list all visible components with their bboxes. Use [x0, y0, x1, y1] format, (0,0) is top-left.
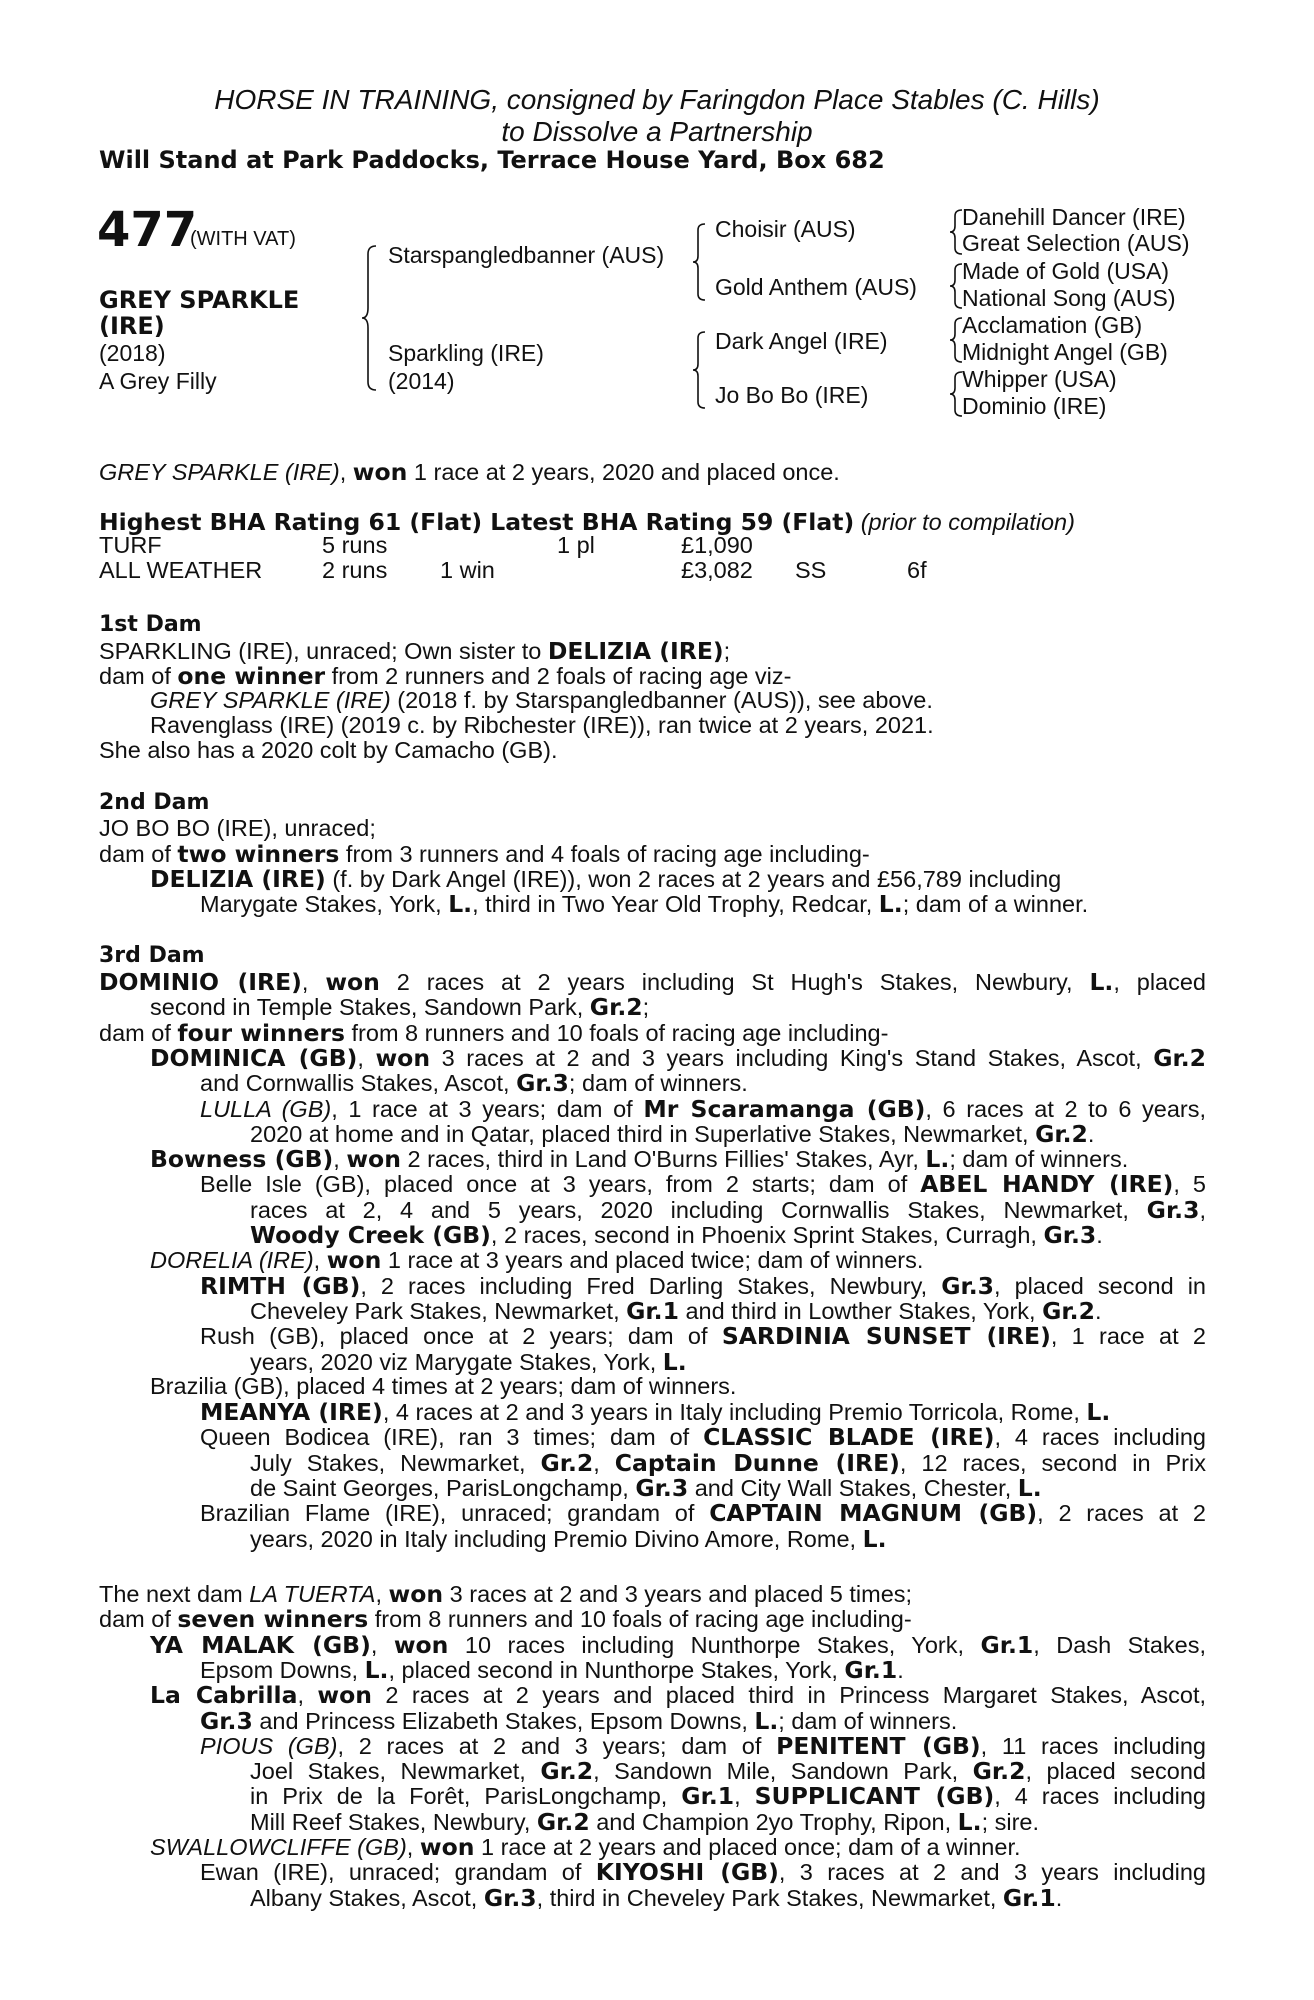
- third-dam-line: DOMINIO (IRE), won 2 races at 2 years including St Hugh's Stakes, Newbury, L., placed: [99, 968, 1206, 996]
- pedigree-brace-sire: [693, 222, 709, 302]
- first-dam-line: She also has a 2020 colt by Camacho (GB).: [99, 737, 558, 763]
- pedigree-g4: National Song (AUS): [962, 285, 1176, 311]
- pedigree-sire-dam: Gold Anthem (AUS): [715, 274, 917, 300]
- second-dam-line: JO BO BO (IRE), unraced;: [99, 815, 376, 841]
- next-dam-line: Epsom Downs, L., placed second in Nunthorpe Stakes, York, Gr.1.: [200, 1655, 904, 1684]
- pedigree-brace-main: [362, 244, 382, 392]
- third-dam-line: RIMTH (GB), 2 races including Fred Darling Stakes, Newbury, Gr.3, placed second in: [200, 1271, 1206, 1300]
- third-dam-line: de Saint Georges, ParisLongchamp, Gr.3 and City Wall Stakes, Chester, L.: [250, 1474, 1042, 1502]
- next-dam-line: in Prix de la Forêt, ParisLongchamp, Gr.1, SUPPLICANT (GB), 4 races including: [250, 1782, 1206, 1811]
- summary-text: 1 race at 2 years, 2020 and placed once.: [407, 459, 840, 485]
- second-dam-l3b: (f. by Dark Angel (IRE)), won 2 races at 2 years and £56,789 including: [325, 866, 1062, 892]
- third-dam-line: July Stakes, Newmarket, Gr.2, Captain Dunne (IRE), 12 races, second in Prix: [250, 1448, 1206, 1477]
- second-dam-line: [150, 865, 1198, 893]
- third-dam-line: dam of four winners from 8 runners and 10 foals of racing age including-: [99, 1018, 889, 1047]
- second-dam-l4a: Marygate Stakes, York,: [200, 891, 449, 917]
- next-dam-line: dam of seven winners from 8 runners and 10 foals of racing age including-: [99, 1605, 912, 1634]
- first-dam-l2c: from 2 runners and 2 foals of racing age viz-: [325, 663, 792, 689]
- ratings-turf-prize: £1,090: [681, 532, 753, 558]
- first-dam-line: [99, 637, 730, 665]
- first-dam-l1b: DELIZIA (IRE): [547, 637, 724, 665]
- second-dam-heading: 2nd Dam: [99, 790, 210, 815]
- third-dam-line: years, 2020 in Italy including Premio Divino Amore, Rome, L.: [250, 1524, 887, 1553]
- first-dam-l1a: SPARKLING (IRE), unraced; Own sister to: [99, 638, 548, 664]
- third-dam-line: years, 2020 viz Marygate Stakes, York, L.: [250, 1347, 687, 1376]
- first-dam-line: [150, 687, 933, 714]
- ratings-aw-surface: ALL WEATHER: [99, 557, 263, 583]
- ratings-aw-prize: £3,082: [681, 557, 753, 583]
- second-dam-l2c: from 3 runners and 4 foals of racing age including-: [339, 841, 870, 867]
- race-summary: GREY SPARKLE (IRE), won 1 race at 2 years, 2020 and placed once.: [99, 458, 840, 486]
- second-dam-l2a: dam of: [99, 841, 178, 867]
- next-dam-line: PIOUS (GB), 2 races at 2 and 3 years; dam of PENITENT (GB), 11 races including: [200, 1731, 1206, 1760]
- second-dam-line: [200, 890, 1088, 918]
- ratings-aw-wins: 1 win: [440, 557, 495, 583]
- horse-name: GREY SPARKLE: [99, 286, 300, 314]
- third-dam-line: DOMINICA (GB), won 3 races at 2 and 3 years including King's Stand Stakes, Ascot, Gr.2: [150, 1043, 1206, 1072]
- second-dam-l4b: L.: [448, 890, 473, 918]
- pedigree-sire: Starspangledbanner (AUS): [388, 242, 665, 268]
- second-dam-l4e: ; dam of a winner.: [902, 891, 1089, 917]
- next-dam-line: YA MALAK (GB), won 10 races including Nunthorpe Stakes, York, Gr.1, Dash Stakes,: [150, 1630, 1206, 1659]
- third-dam-line: Queen Bodicea (IRE), ran 3 times; dam of CLASSIC BLADE (IRE), 4 races including: [200, 1423, 1207, 1452]
- lot-number: 477: [97, 202, 198, 258]
- next-dam-line: Joel Stakes, Newmarket, Gr.2, Sandown Mile, Sandown Park, Gr.2, placed second: [250, 1757, 1206, 1786]
- second-dam-l4c: , third in Two Year Old Trophy, Redcar,: [472, 891, 879, 917]
- lot-vat: (WITH VAT): [190, 228, 296, 250]
- next-dam-line: SWALLOWCLIFFE (GB), won 1 race at 2 years and placed once; dam of a winner.: [150, 1833, 1021, 1861]
- first-dam-l2a: dam of: [99, 663, 178, 689]
- first-dam-l2b: one winner: [177, 662, 326, 690]
- ratings-aw-runs: 2 runs: [322, 557, 388, 583]
- header-consignor: HORSE IN TRAINING, consigned by Faringdon Place Stables (C. Hills): [214, 84, 1100, 115]
- first-dam-heading: 1st Dam: [99, 612, 202, 637]
- second-dam-l4d: L.: [878, 890, 903, 918]
- horse-description: A Grey Filly: [99, 368, 217, 394]
- pedigree-sire-sire: Choisir (AUS): [715, 216, 856, 242]
- third-dam-line: Woody Creek (GB), 2 races, second in Phoenix Sprint Stakes, Curragh, Gr.3.: [250, 1221, 1103, 1249]
- first-dam-l3a: GREY SPARKLE (IRE): [150, 687, 391, 713]
- pedigree-dam-year: (2014): [388, 368, 455, 394]
- first-dam-l1c: ;: [723, 638, 731, 664]
- third-dam-line: LULLA (GB), 1 race at 3 years; dam of Mr Scaramanga (GB), 6 races at 2 to 6 years,: [200, 1094, 1206, 1123]
- ratings-turf-runs: 5 runs: [322, 532, 388, 558]
- third-dam-line: MEANYA (IRE), 4 races at 2 and 3 years in Italy including Premio Torricola, Rome, L.: [200, 1398, 1111, 1427]
- third-dam-line: Belle Isle (GB), placed once at 3 years, from 2 starts; dam of ABEL HANDY (IRE), 5: [200, 1170, 1206, 1199]
- next-dam-line: The next dam LA TUERTA, won 3 races at 2 and 3 years and placed 5 times;: [99, 1580, 913, 1608]
- ratings-turf-surface: TURF: [99, 532, 162, 558]
- third-dam-line: Cheveley Park Stakes, Newmarket, Gr.1 and third in Lowther Stakes, York, Gr.2.: [250, 1296, 1102, 1325]
- ratings-aw-going: SS: [795, 557, 827, 583]
- pedigree-g1: Danehill Dancer (IRE): [962, 204, 1186, 230]
- third-dam-line: and Cornwallis Stakes, Ascot, Gr.3; dam of winners.: [200, 1069, 748, 1098]
- header-location: Will Stand at Park Paddocks, Terrace House Yard, Box 682: [99, 146, 885, 174]
- pedigree-dam: Sparkling (IRE): [388, 340, 544, 366]
- pedigree-dam-dam: Jo Bo Bo (IRE): [715, 382, 869, 408]
- third-dam-line: Rush (GB), placed once at 2 years; dam of SARDINIA SUNSET (IRE), 1 race at 2: [200, 1322, 1206, 1351]
- header-subtitle: to Dissolve a Partnership: [501, 116, 813, 147]
- third-dam-line: second in Temple Stakes, Sandown Park, Gr.2;: [150, 993, 650, 1022]
- horse-country: (IRE): [99, 312, 165, 340]
- first-dam-line: Ravenglass (IRE) (2019 c. by Ribchester (IRE)), ran twice at 2 years, 2021.: [150, 712, 934, 738]
- third-dam-line: races at 2, 4 and 5 years, 2020 including Cornwallis Stakes, Newmarket, Gr.3,: [250, 1195, 1206, 1224]
- second-dam-l2b: two winners: [177, 840, 340, 868]
- next-dam-line: Ewan (IRE), unraced; grandam of KIYOSHI (GB), 3 races at 2 and 3 years including: [200, 1858, 1207, 1887]
- third-dam-heading: 3rd Dam: [99, 943, 205, 968]
- pedigree-g8: Dominio (IRE): [962, 393, 1107, 419]
- third-dam-line: Bowness (GB), won 2 races, third in Land O'Burns Fillies' Stakes, Ayr, L.; dam of winners.: [150, 1145, 1129, 1174]
- bha-ratings-text: Highest BHA Rating 61 (Flat) Latest BHA Rating 59 (Flat): [99, 508, 855, 536]
- summary-won: won: [352, 458, 408, 486]
- second-dam-l3a: DELIZIA (IRE): [150, 865, 326, 893]
- pedigree-g6: Midnight Angel (GB): [962, 339, 1168, 365]
- ratings-turf-placed: 1 pl: [557, 532, 595, 558]
- bha-ratings-note: (prior to compilation): [860, 509, 1075, 535]
- pedigree-g7: Whipper (USA): [962, 366, 1117, 392]
- pedigree-g2: Great Selection (AUS): [962, 230, 1190, 256]
- summary-horse: GREY SPARKLE (IRE): [99, 459, 340, 485]
- next-dam-line: La Cabrilla, won 2 races at 2 years and placed third in Princess Margaret Stakes, Ascot,: [150, 1681, 1206, 1710]
- pedigree-dam-sire: Dark Angel (IRE): [715, 328, 888, 354]
- second-dam-line: [99, 840, 870, 868]
- first-dam-line: [99, 662, 791, 690]
- pedigree-g5: Acclamation (GB): [962, 312, 1143, 338]
- pedigree-brace-dam: [693, 330, 709, 410]
- horse-year: (2018): [99, 340, 166, 366]
- next-dam-line: Mill Reef Stakes, Newbury, Gr.2 and Champion 2yo Trophy, Ripon, L.; sire.: [250, 1807, 1040, 1836]
- third-dam-line: Brazilian Flame (IRE), unraced; grandam of CAPTAIN MAGNUM (GB), 2 races at 2: [200, 1499, 1206, 1528]
- first-dam-l3b: (2018 f. by Starspangledbanner (AUS)), see above.: [390, 687, 933, 713]
- pedigree-g3: Made of Gold (USA): [962, 258, 1170, 284]
- next-dam-line: Albany Stakes, Ascot, Gr.3, third in Cheveley Park Stakes, Newmarket, Gr.1.: [250, 1883, 1063, 1912]
- third-dam-line: DORELIA (IRE), won 1 race at 3 years and placed twice; dam of winners.: [150, 1246, 924, 1275]
- next-dam-line: Gr.3 and Princess Elizabeth Stakes, Epsom Downs, L.; dam of winners.: [200, 1706, 958, 1735]
- third-dam-line: 2020 at home and in Qatar, placed third in Superlative Stakes, Newmarket, Gr.2.: [250, 1119, 1095, 1148]
- ratings-aw-distance: 6f: [907, 557, 927, 583]
- third-dam-line: Brazilia (GB), placed 4 times at 2 years; dam of winners.: [150, 1372, 737, 1399]
